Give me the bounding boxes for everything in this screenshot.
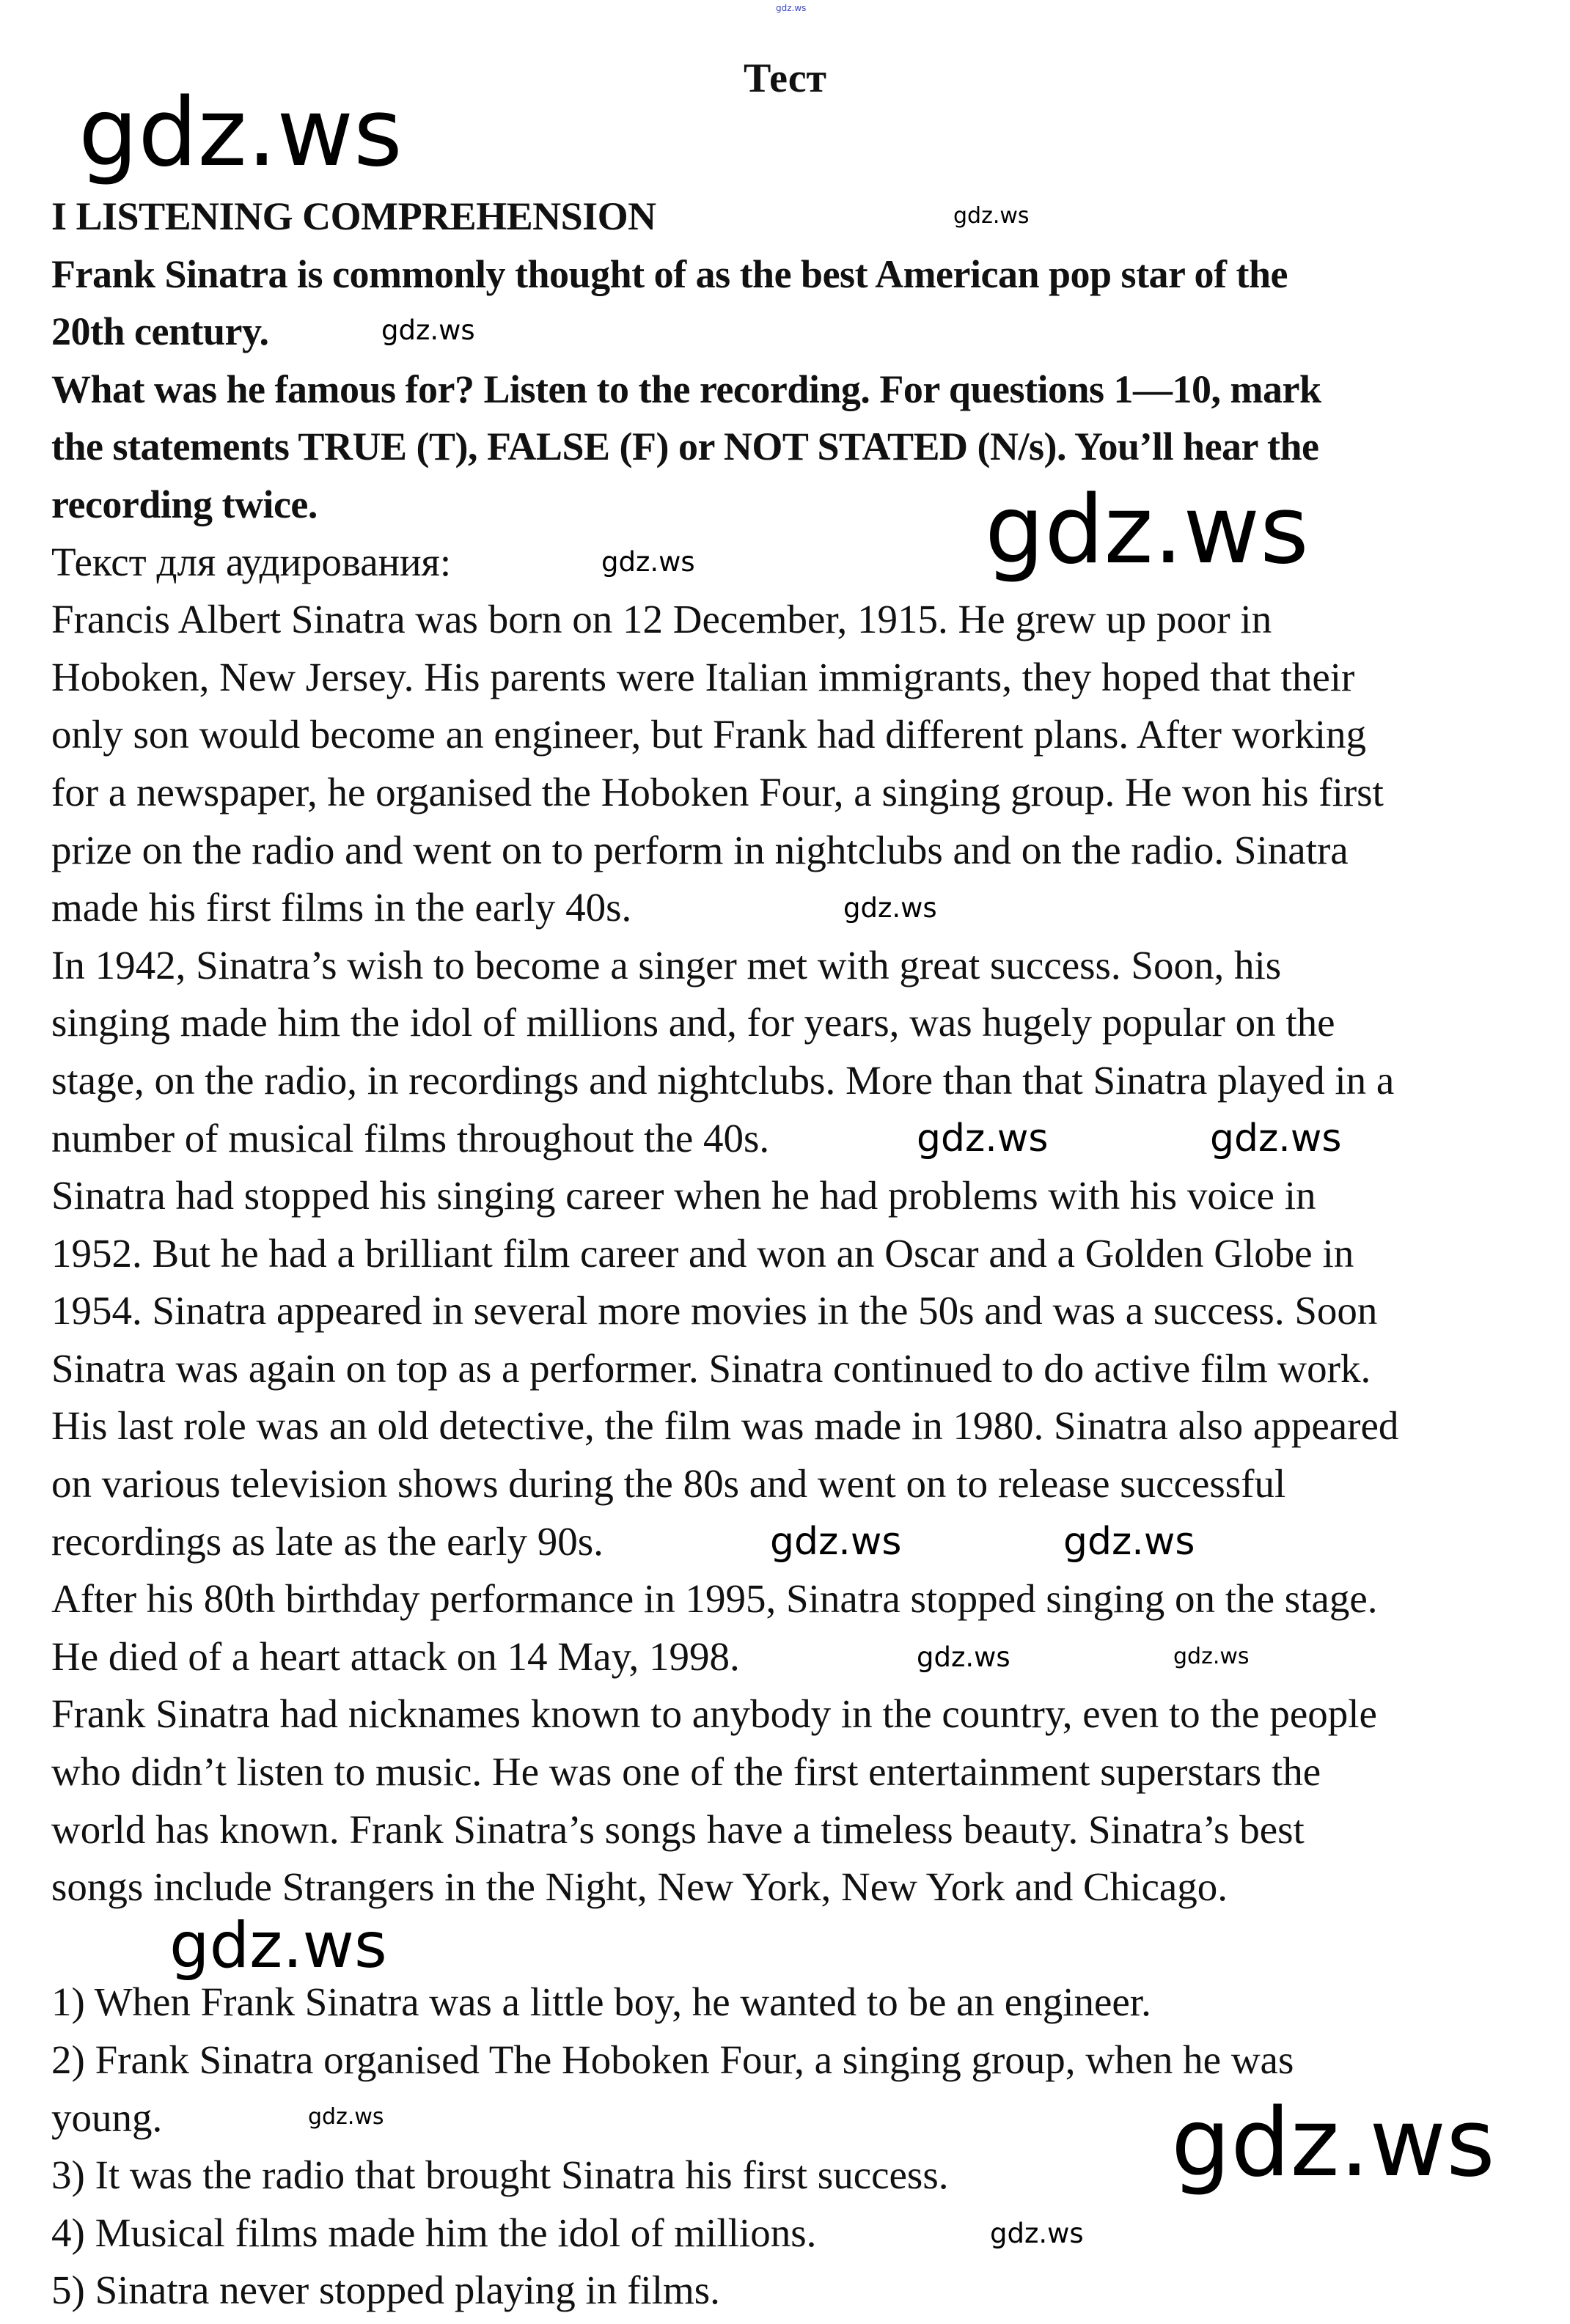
- listening-text: [51, 591, 1398, 1916]
- text-line: stage, on the radio, in recordings and nightclubs. More than that Sinatra played in a: [51, 1057, 1395, 1103]
- section-heading: I LISTENING COMPREHENSION: [51, 194, 656, 238]
- text-line: Sinatra was again on top as a performer. Sinatra continued to do active film work.: [51, 1345, 1371, 1391]
- question-line: young.: [51, 2095, 163, 2140]
- watermark: gdz.ws: [1210, 1117, 1342, 1161]
- watermark: gdz.ws: [169, 1909, 387, 1982]
- text-line: who didn’t listen to music. He was one of the first entertainment superstars the: [51, 1749, 1321, 1795]
- top-watermark: gdz.ws: [776, 3, 807, 13]
- watermark: gdz.ws: [381, 315, 475, 346]
- watermark: gdz.ws: [601, 546, 695, 578]
- watermark: gdz.ws: [843, 892, 937, 924]
- text-line: Francis Albert Sinatra was born on 12 December, 1915. He grew up poor in: [51, 597, 1272, 642]
- text-line: Frank Sinatra had nicknames known to anybody in the country, even to the people: [51, 1691, 1377, 1737]
- text-line: for a newspaper, he organised the Hoboken Four, a singing group. He won his first: [51, 769, 1384, 814]
- text-line: His last role was an old detective, the film was made in 1980. Sinatra also appeared: [51, 1403, 1399, 1449]
- text-label: Текст для аудирования:: [51, 539, 452, 584]
- text-line: only son would become an engineer, but Frank had different plans. After working: [51, 712, 1367, 757]
- text-line: world has known. Frank Sinatra’s songs have a timeless beauty. Sinatra’s best: [51, 1806, 1305, 1852]
- watermark: gdz.ws: [917, 1641, 1010, 1673]
- instruction-line: What was he famous for? Listen to the recording. For questions 1—10, mark: [51, 367, 1321, 411]
- instruction-line: recording twice.: [51, 482, 318, 526]
- text-line: prize on the radio and went on to perform in nightclubs and on the radio. Sinatra: [51, 827, 1349, 872]
- text-line: He died of a heart attack on 14 May, 1998.: [51, 1633, 740, 1679]
- watermark: gdz.ws: [917, 1117, 1049, 1161]
- watermark: gdz.ws: [1171, 2089, 1495, 2198]
- text-line: After his 80th birthday performance in 1995, Sinatra stopped singing on the stage.: [51, 1576, 1378, 1622]
- instruction-line: the statements TRUE (T), FALSE (F) or NOT STATED (N/s). You’ll hear the: [51, 424, 1319, 469]
- text-line: number of musical films throughout the 40s.: [51, 1115, 770, 1161]
- question-line: 5) Sinatra never stopped playing in films.: [51, 2268, 720, 2313]
- watermark: gdz.ws: [990, 2218, 1084, 2249]
- watermark: gdz.ws: [78, 78, 403, 188]
- question-line: 4) Musical films made him the idol of millions.: [51, 2210, 817, 2255]
- watermark: gdz.ws: [770, 1520, 902, 1564]
- watermark: gdz.ws: [985, 476, 1309, 585]
- watermark: gdz.ws: [308, 2104, 384, 2130]
- watermark: gdz.ws: [953, 203, 1030, 229]
- text-line: Hoboken, New Jersey. His parents were Italian immigrants, they hoped that their: [51, 654, 1355, 699]
- watermark: gdz.ws: [1173, 1644, 1250, 1669]
- text-line: recordings as late as the early 90s.: [51, 1518, 604, 1564]
- text-line: singing made him the idol of millions and, for years, was hugely popular on the: [51, 1000, 1335, 1045]
- text-line: Sinatra had stopped his singing career when he had problems with his voice in: [51, 1173, 1316, 1218]
- watermark: gdz.ws: [1063, 1520, 1195, 1564]
- text-line: 1952. But he had a brilliant film career and won an Oscar and a Golden Globe in: [51, 1230, 1354, 1276]
- question-line: 1) When Frank Sinatra was a little boy, he wanted to be an engineer.: [51, 1979, 1151, 2025]
- text-line: songs include Strangers in the Night, New York, New York and Chicago.: [51, 1864, 1228, 1910]
- question-line: 3) It was the radio that brought Sinatra his first success.: [51, 2152, 949, 2198]
- text-line: on various television shows during the 80s and went on to release successful: [51, 1461, 1286, 1507]
- instruction-line: Frank Sinatra is commonly thought of as the best American pop star of the: [51, 251, 1288, 296]
- page-title: Тест: [743, 56, 827, 101]
- text-line: 1954. Sinatra appeared in several more movies in the 50s and was a success. Soon: [51, 1288, 1378, 1334]
- text-line: made his first films in the early 40s.: [51, 885, 632, 930]
- question-line: 2) Frank Sinatra organised The Hoboken Four, a singing group, when he was: [51, 2037, 1294, 2082]
- text-line: In 1942, Sinatra’s wish to become a singer met with great success. Soon, his: [51, 942, 1282, 988]
- instruction-line: 20th century.: [51, 309, 269, 354]
